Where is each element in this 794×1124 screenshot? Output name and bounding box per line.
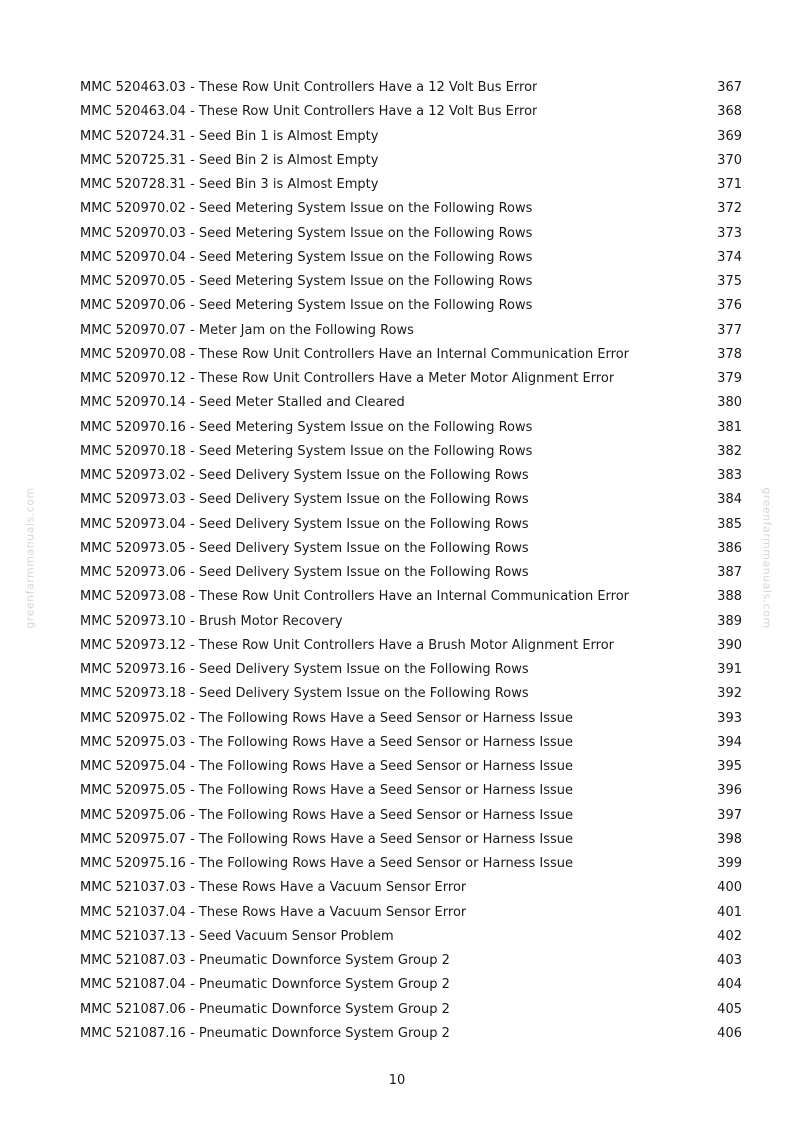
- toc-entry-page: 401: [717, 904, 742, 920]
- toc-entry[interactable]: [80, 367, 742, 391]
- toc-entry-title: MMC 521037.04 - These Rows Have a Vacuum Sensor Error: [80, 904, 467, 920]
- toc-entry-page: 393: [717, 710, 742, 726]
- toc-entry[interactable]: [80, 925, 742, 949]
- toc-entry-page: 400: [717, 880, 742, 896]
- toc-entry-page: 387: [717, 565, 742, 580]
- toc-entry[interactable]: [80, 755, 742, 779]
- watermark-right: greenfarmmanuals.com: [760, 487, 774, 629]
- toc-entry-page: 395: [717, 759, 742, 774]
- toc-entry-title: MMC 520970.14 - Seed Meter Stalled and Cleared: [80, 395, 405, 411]
- toc-entry-title: MMC 520728.31 - Seed Bin 3 is Almost Empty: [80, 177, 379, 192]
- toc-entry[interactable]: [80, 852, 742, 876]
- toc-entry-page: 383: [717, 468, 742, 483]
- toc-entry-title: MMC 520463.03 - These Row Unit Controllers Have a 12 Volt Bus Error: [80, 80, 538, 95]
- toc-entry-page: 380: [717, 395, 742, 411]
- toc-entry-title: MMC 520973.03 - Seed Delivery System Issue on the Following Rows: [80, 492, 529, 508]
- toc-entry-title: MMC 520724.31 - Seed Bin 1 is Almost Empty: [80, 128, 379, 144]
- toc-entry-title: MMC 521087.16 - Pneumatic Downforce System Group 2: [80, 1025, 450, 1041]
- table-of-contents: [80, 76, 742, 1046]
- toc-entry-page: 378: [717, 346, 742, 362]
- toc-entry-title: MMC 520970.03 - Seed Metering System Issue on the Following Rows: [80, 225, 533, 241]
- toc-entry-title: MMC 520973.18 - Seed Delivery System Issue on the Following Rows: [80, 686, 529, 702]
- toc-entry-page: 379: [717, 371, 742, 386]
- toc-entry-page: 374: [717, 249, 742, 265]
- toc-entry[interactable]: [80, 585, 742, 609]
- toc-entry[interactable]: [80, 125, 742, 149]
- toc-entry-title: MMC 520970.07 - Meter Jam on the Following Rows: [80, 322, 414, 338]
- toc-entry-page: 369: [717, 128, 742, 144]
- toc-entry-page: 391: [717, 662, 742, 677]
- toc-entry-title: MMC 520973.16 - Seed Delivery System Issue on the Following Rows: [80, 662, 529, 677]
- toc-entry[interactable]: [80, 779, 742, 803]
- toc-entry-page: 385: [717, 516, 742, 532]
- toc-entry-title: MMC 520975.02 - The Following Rows Have a Seed Sensor or Harness Issue: [80, 710, 573, 726]
- toc-entry[interactable]: [80, 537, 742, 561]
- toc-entry-page: 381: [717, 419, 742, 435]
- toc-entry[interactable]: [80, 294, 742, 318]
- toc-entry-title: MMC 520975.07 - The Following Rows Have a Seed Sensor or Harness Issue: [80, 831, 573, 847]
- toc-entry-page: 396: [717, 783, 742, 799]
- toc-entry-page: 371: [717, 177, 742, 192]
- toc-entry-title: MMC 520970.12 - These Row Unit Controllers Have a Meter Motor Alignment Error: [80, 371, 615, 386]
- toc-entry-page: 403: [717, 953, 742, 968]
- toc-entry-page: 384: [717, 492, 742, 508]
- toc-entry[interactable]: [80, 634, 742, 658]
- toc-entry[interactable]: [80, 1022, 742, 1046]
- toc-entry-title: MMC 520973.08 - These Row Unit Controllers Have an Internal Communication Error: [80, 589, 630, 605]
- toc-entry-page: 375: [717, 274, 742, 289]
- toc-entry-title: MMC 520970.08 - These Row Unit Controllers Have an Internal Communication Error: [80, 346, 630, 362]
- toc-entry-title: MMC 521087.06 - Pneumatic Downforce System Group 2: [80, 1001, 450, 1017]
- toc-entry[interactable]: [80, 828, 742, 852]
- toc-entry-title: MMC 520973.04 - Seed Delivery System Issue on the Following Rows: [80, 516, 529, 532]
- toc-entry-page: 398: [717, 831, 742, 847]
- toc-entry-page: 367: [717, 80, 742, 95]
- toc-entry-title: MMC 520970.18 - Seed Metering System Issue on the Following Rows: [80, 443, 533, 459]
- toc-entry-title: MMC 520975.04 - The Following Rows Have a Seed Sensor or Harness Issue: [80, 759, 573, 774]
- toc-entry[interactable]: [80, 440, 742, 464]
- toc-entry-page: 402: [717, 928, 742, 944]
- toc-entry-page: 406: [717, 1025, 742, 1041]
- toc-entry-title: MMC 520970.05 - Seed Metering System Issue on the Following Rows: [80, 274, 533, 289]
- toc-entry-page: 386: [717, 540, 742, 556]
- toc-entry-page: 370: [717, 152, 742, 168]
- toc-entry[interactable]: [80, 391, 742, 415]
- toc-entry-title: MMC 520973.10 - Brush Motor Recovery: [80, 613, 343, 629]
- toc-entry-page: 372: [717, 201, 742, 217]
- toc-entry[interactable]: [80, 513, 742, 537]
- toc-entry[interactable]: [80, 682, 742, 706]
- toc-entry[interactable]: [80, 464, 742, 488]
- toc-entry-title: MMC 521037.13 - Seed Vacuum Sensor Problem: [80, 928, 394, 944]
- toc-entry[interactable]: [80, 804, 742, 828]
- toc-entry[interactable]: [80, 416, 742, 440]
- toc-entry-page: 389: [717, 613, 742, 629]
- toc-entry-page: 399: [717, 856, 742, 871]
- toc-entry-page: 392: [717, 686, 742, 702]
- toc-entry[interactable]: [80, 949, 742, 973]
- toc-entry-page: 397: [717, 807, 742, 823]
- toc-entry[interactable]: [80, 731, 742, 755]
- toc-entry-page: 394: [717, 734, 742, 750]
- toc-entry-page: 388: [717, 589, 742, 605]
- toc-entry-title: MMC 520975.05 - The Following Rows Have a Seed Sensor or Harness Issue: [80, 783, 573, 799]
- toc-entry-page: 390: [717, 637, 742, 653]
- toc-entry[interactable]: [80, 610, 742, 634]
- watermark-left: greenfarmmanuals.com: [23, 487, 37, 629]
- toc-entry[interactable]: [80, 707, 742, 731]
- toc-entry-title: MMC 520970.16 - Seed Metering System Issue on the Following Rows: [80, 419, 533, 435]
- toc-entry-title: MMC 520975.06 - The Following Rows Have a Seed Sensor or Harness Issue: [80, 807, 573, 823]
- toc-entry[interactable]: [80, 998, 742, 1022]
- toc-entry[interactable]: [80, 658, 742, 682]
- toc-entry-title: MMC 520973.05 - Seed Delivery System Issue on the Following Rows: [80, 540, 529, 556]
- toc-entry-title: MMC 520973.02 - Seed Delivery System Issue on the Following Rows: [80, 468, 529, 483]
- toc-entry[interactable]: [80, 901, 742, 925]
- toc-entry[interactable]: [80, 100, 742, 124]
- toc-entry[interactable]: [80, 76, 742, 100]
- toc-entry-page: 368: [717, 104, 742, 120]
- toc-entry[interactable]: [80, 246, 742, 270]
- toc-entry-page: 377: [717, 322, 742, 338]
- toc-entry[interactable]: [80, 270, 742, 294]
- toc-entry-title: MMC 520970.04 - Seed Metering System Issue on the Following Rows: [80, 249, 533, 265]
- toc-entry[interactable]: [80, 876, 742, 900]
- toc-entry[interactable]: [80, 343, 742, 367]
- toc-entry[interactable]: [80, 561, 742, 585]
- toc-entry-title: MMC 521037.03 - These Rows Have a Vacuum Sensor Error: [80, 880, 467, 896]
- toc-entry-title: MMC 521087.04 - Pneumatic Downforce System Group 2: [80, 977, 450, 993]
- toc-entry-page: 405: [717, 1001, 742, 1017]
- toc-entry-title: MMC 520970.02 - Seed Metering System Issue on the Following Rows: [80, 201, 533, 217]
- toc-entry-title: MMC 520973.12 - These Row Unit Controllers Have a Brush Motor Alignment Error: [80, 637, 615, 653]
- toc-entry[interactable]: [80, 488, 742, 512]
- toc-entry[interactable]: [80, 973, 742, 997]
- toc-entry[interactable]: [80, 222, 742, 246]
- toc-entry[interactable]: [80, 173, 742, 197]
- toc-entry-title: MMC 520975.03 - The Following Rows Have a Seed Sensor or Harness Issue: [80, 734, 573, 750]
- page-number: 10: [388, 1073, 406, 1088]
- toc-entry[interactable]: [80, 197, 742, 221]
- toc-entry-page: 373: [717, 225, 742, 241]
- toc-entry[interactable]: [80, 149, 742, 173]
- toc-entry-page: 404: [717, 977, 742, 993]
- toc-entry-title: MMC 520973.06 - Seed Delivery System Issue on the Following Rows: [80, 565, 529, 580]
- toc-entry-title: MMC 520975.16 - The Following Rows Have a Seed Sensor or Harness Issue: [80, 856, 573, 871]
- toc-entry-title: MMC 520725.31 - Seed Bin 2 is Almost Empty: [80, 152, 379, 168]
- toc-entry[interactable]: [80, 319, 742, 343]
- toc-entry-page: 382: [717, 443, 742, 459]
- toc-entry-title: MMC 520463.04 - These Row Unit Controllers Have a 12 Volt Bus Error: [80, 104, 538, 120]
- toc-entry-title: MMC 521087.03 - Pneumatic Downforce System Group 2: [80, 953, 450, 968]
- toc-entry-title: MMC 520970.06 - Seed Metering System Issue on the Following Rows: [80, 298, 533, 314]
- toc-entry-page: 376: [717, 298, 742, 314]
